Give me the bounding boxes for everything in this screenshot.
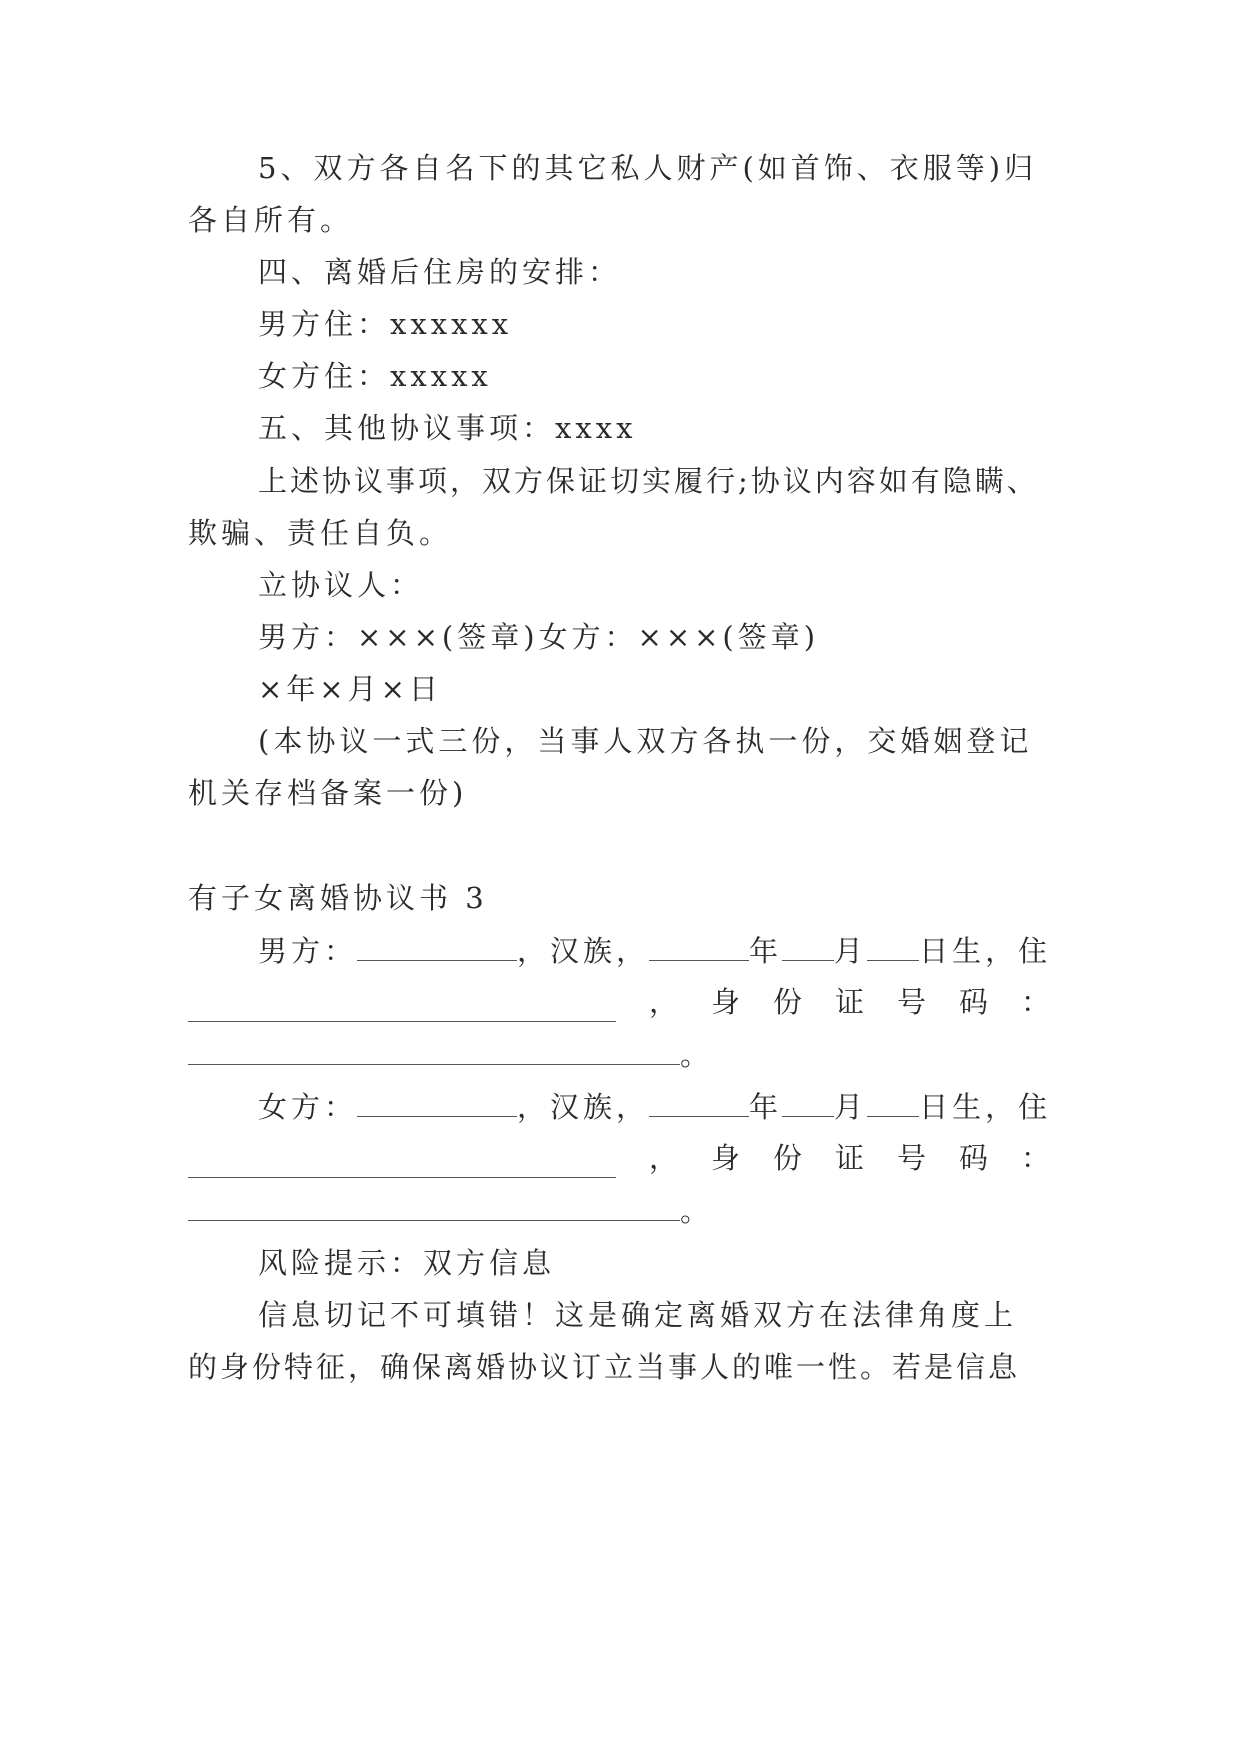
text-line: 上述协议事项，双方保证切实履行;协议内容如有隐瞒、 [258,464,1039,498]
year-text: 年 [749,934,783,968]
id-char: 码 [958,1141,988,1175]
day-blank[interactable] [867,1086,919,1117]
id-char: 份 [772,985,802,1019]
month-text: 月 [834,934,868,968]
period: 。 [680,1038,714,1072]
text-line: 男方：×××(签章)女方：×××(签章) [258,620,820,654]
risk-heading: 风险提示：双方信息 [258,1246,556,1280]
name-blank[interactable] [357,1086,517,1117]
text-line: 欺骗、责任自负。 [188,516,453,550]
text-line: (本协议一式三份，当事人双方各执一份，交婚姻登记 [258,724,1033,758]
ethnicity-text: ，汉族， [517,1090,650,1124]
male-label: 男方： [258,934,358,968]
name-blank[interactable] [357,930,517,961]
text-line: 立协议人： [258,568,424,602]
comma: ， [648,1141,678,1175]
id-blank[interactable] [188,1190,680,1221]
comma: ， [648,985,678,1019]
female-address-line [188,1138,1050,1178]
year-blank[interactable] [649,1086,749,1117]
year-text: 年 [749,1090,783,1124]
month-text: 月 [834,1090,868,1124]
female-id-line [188,1190,713,1231]
ethnicity-text: ，汉族， [517,934,650,968]
address-blank[interactable] [188,1147,616,1178]
month-blank[interactable] [782,930,834,961]
text-line: 男方住：xxxxxx [258,307,513,341]
text-line: 四、离婚后住房的安排： [258,255,622,289]
id-char: 证 [834,1141,864,1175]
text-line: 五、其他协议事项：xxxx [258,411,637,445]
id-char: 身 [710,1141,740,1175]
id-char: 号 [896,985,926,1019]
period: 。 [680,1194,714,1228]
day-text: 日生，住 [919,1090,1052,1124]
id-char: 身 [710,985,740,1019]
text-line: 女方住：xxxxx [258,359,492,393]
text-line: 机关存档备案一份) [188,776,468,810]
id-char: 码 [958,985,988,1019]
day-text: 日生，住 [919,934,1052,968]
year-blank[interactable] [649,930,749,961]
section-title: 有子女离婚协议书 3 [188,881,488,915]
day-blank[interactable] [867,930,919,961]
text-line: ×年×月×日 [258,672,442,706]
id-char: 份 [772,1141,802,1175]
id-blank[interactable] [188,1034,680,1065]
text-line: 5、双方各自名下的其它私人财产(如首饰、衣服等)归 [258,151,1038,185]
id-char: ： [1020,985,1050,1019]
address-blank[interactable] [188,991,616,1022]
id-char: 号 [896,1141,926,1175]
text-line: 信息切记不可填错！这是确定离婚双方在法律角度上 [258,1298,1018,1332]
male-address-line [188,982,1050,1022]
month-blank[interactable] [782,1086,834,1117]
text-line: 的身份特征，确保离婚协议订立当事人的唯一性。若是信息 [188,1350,1021,1384]
male-id-line [188,1034,713,1075]
id-char: 证 [834,985,864,1019]
female-info-line [258,1086,1051,1127]
male-info-line [258,930,1051,971]
id-char: ： [1020,1141,1050,1175]
female-label: 女方： [258,1090,358,1124]
text-line: 各自所有。 [188,203,354,237]
